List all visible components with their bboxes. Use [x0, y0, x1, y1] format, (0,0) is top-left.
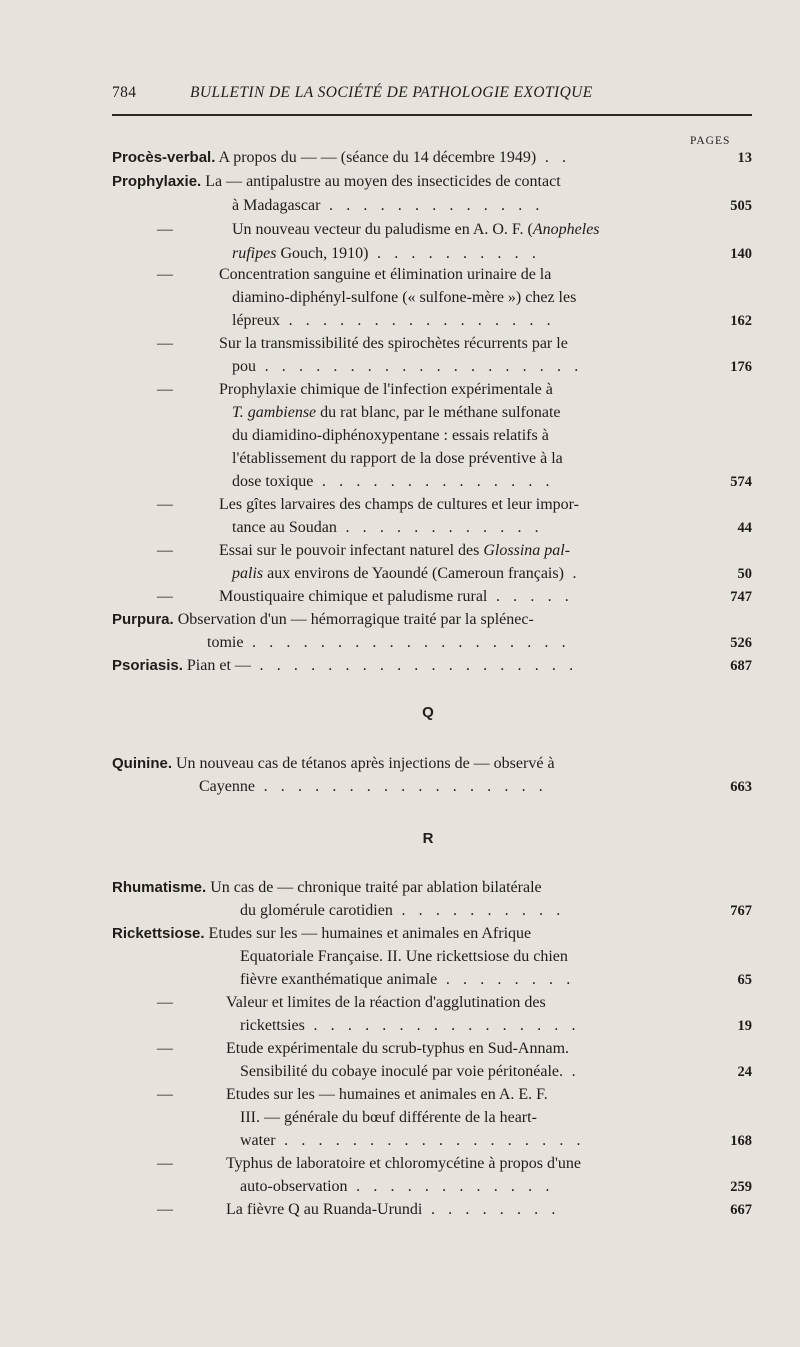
- index-entry-line: diamino-diphényl-sulfone (« sulfone-mère ») chez les: [232, 289, 577, 306]
- index-entry-line: Etude expérimentale du scrub-typhus en Sud-Annam.: [226, 1040, 570, 1057]
- index-entry-line: Typhus de laboratoire et chloromycétine à propos d'une: [226, 1155, 581, 1172]
- header-rule: [112, 114, 752, 116]
- page-ref: 44: [737, 520, 752, 536]
- index-entry-line: tance au Soudan . . . . . . . . . . . .: [232, 519, 544, 536]
- index-entry-line: Moustiquaire chimique et paludisme rural . . . . .: [219, 588, 574, 605]
- index-entry-line: Les gîtes larvaires des champs de cultures et leur impor-: [219, 496, 579, 513]
- ditto-dash: —: [157, 266, 173, 283]
- index-entry-line: Quinine. Un nouveau cas de tétanos après injections de — observé à: [112, 755, 555, 772]
- entry-keyword: Rickettsiose.: [112, 925, 205, 942]
- index-entry-line: rickettsies . . . . . . . . . . . . . . . .: [240, 1017, 581, 1034]
- page-ref: 168: [730, 1133, 752, 1149]
- index-entry-line: rufipes Gouch, 1910) . . . . . . . . . .: [232, 245, 541, 262]
- index-entry-line: Sur la transmissibilité des spirochètes récurrents par le: [219, 335, 568, 352]
- index-entry-line: l'établissement du rapport de la dose préventive à la: [232, 450, 563, 467]
- page-number: 784: [112, 84, 137, 101]
- index-entry-line: Prophylaxie chimique de l'infection expérimentale à: [219, 381, 553, 398]
- index-entry-line: water . . . . . . . . . . . . . . . . . .: [240, 1132, 586, 1149]
- index-entry-line: tomie . . . . . . . . . . . . . . . . . . .: [207, 634, 571, 651]
- ditto-dash: —: [157, 588, 173, 605]
- index-entry-line: Prophylaxie. La — antipalustre au moyen des insecticides de contact: [112, 173, 561, 190]
- page-ref: 176: [730, 359, 752, 375]
- page-ref: 687: [730, 658, 752, 674]
- index-entry-line: à Madagascar . . . . . . . . . . . . .: [232, 197, 544, 214]
- ditto-dash: —: [157, 335, 173, 352]
- ditto-dash: —: [157, 221, 173, 238]
- index-entry-line: Un nouveau vecteur du paludisme en A. O. F. (Anopheles: [232, 221, 600, 238]
- ditto-dash: —: [157, 496, 173, 513]
- index-entry-line: Rickettsiose. Etudes sur les — humaines et animales en Afrique: [112, 925, 532, 942]
- page-ref: 162: [730, 313, 752, 329]
- index-entry-line: fièvre exanthématique animale . . . . . . . .: [240, 971, 575, 988]
- entry-keyword: Rhumatisme.: [112, 879, 207, 896]
- entry-keyword: Procès-verbal.: [112, 149, 216, 166]
- entry-keyword: Prophylaxie.: [112, 173, 202, 190]
- index-entry-line: du glomérule carotidien . . . . . . . . . .: [240, 902, 565, 919]
- page-ref: 24: [737, 1064, 752, 1080]
- page-ref: 663: [730, 779, 752, 795]
- index-entry-line: Valeur et limites de la réaction d'agglutination des: [226, 994, 546, 1011]
- index-entry-line: dose toxique . . . . . . . . . . . . . .: [232, 473, 555, 490]
- index-entry-line: Concentration sanguine et élimination urinaire de la: [219, 266, 552, 283]
- index-entry-line: III. — générale du bœuf différente de la heart-: [240, 1109, 537, 1126]
- index-entry-line: pou . . . . . . . . . . . . . . . . . . .: [232, 358, 583, 375]
- entry-keyword: Purpura.: [112, 611, 174, 628]
- index-entry-line: Sensibilité du cobaye inoculé par voie péritonéale. .: [240, 1063, 581, 1080]
- page-ref: 259: [730, 1179, 752, 1195]
- index-entry-line: Purpura. Observation d'un — hémorragique traité par la splénec-: [112, 611, 534, 628]
- index-entry-line: palis aux environs de Yaoundé (Cameroun français) .: [232, 565, 582, 582]
- page-ref: 747: [730, 589, 752, 605]
- index-entry-line: Equatoriale Française. II. Une rickettsiose du chien: [240, 948, 568, 965]
- index-entry-line: La fièvre Q au Ruanda-Urundi . . . . . . . .: [226, 1201, 560, 1218]
- ditto-dash: —: [157, 381, 173, 398]
- ditto-dash: —: [157, 1086, 173, 1103]
- page-ref: 526: [730, 635, 752, 651]
- pages-column-label: PAGES: [690, 135, 731, 147]
- index-entry-line: Procès-verbal. A propos du — — (séance du 14 décembre 1949) . .: [112, 149, 571, 166]
- page-ref: 65: [737, 972, 752, 988]
- entry-keyword: Quinine.: [112, 755, 172, 772]
- page-ref: 19: [737, 1018, 752, 1034]
- index-entry-line: lépreux . . . . . . . . . . . . . . . .: [232, 312, 556, 329]
- index-entry-line: Etudes sur les — humaines et animales en A. E. F.: [226, 1086, 548, 1103]
- ditto-dash: —: [157, 994, 173, 1011]
- index-entry-line: auto-observation . . . . . . . . . . . .: [240, 1178, 554, 1195]
- ditto-dash: —: [157, 1155, 173, 1172]
- index-entry-line: Psoriasis. Pian et — . . . . . . . . . . . . . . . . . . .: [112, 657, 578, 674]
- index-entry-line: Cayenne . . . . . . . . . . . . . . . . .: [199, 778, 548, 795]
- section-letter-q: Q: [422, 704, 434, 721]
- page-ref: 140: [730, 246, 752, 262]
- index-entry-line: du diamidino-diphénoxypentane : essais relatifs à: [232, 427, 549, 444]
- index-entry-line: Essai sur le pouvoir infectant naturel des Glossina pal-: [219, 542, 571, 559]
- page-ref: 767: [730, 903, 752, 919]
- page-ref: 13: [737, 150, 752, 166]
- index-entry-line: Rhumatisme. Un cas de — chronique traité par ablation bilatérale: [112, 879, 542, 896]
- page-ref: 574: [730, 474, 752, 490]
- page-ref: 667: [730, 1202, 752, 1218]
- ditto-dash: —: [157, 542, 173, 559]
- page-ref: 505: [730, 198, 752, 214]
- index-entry-line: T. gambiense du rat blanc, par le méthane sulfonate: [232, 404, 561, 421]
- ditto-dash: —: [157, 1201, 173, 1218]
- section-letter-r: R: [422, 830, 434, 847]
- ditto-dash: —: [157, 1040, 173, 1057]
- entry-keyword: Psoriasis.: [112, 657, 183, 674]
- page-ref: 50: [737, 566, 752, 582]
- journal-title: BULLETIN DE LA SOCIÉTÉ DE PATHOLOGIE EXOTIQUE: [190, 84, 593, 101]
